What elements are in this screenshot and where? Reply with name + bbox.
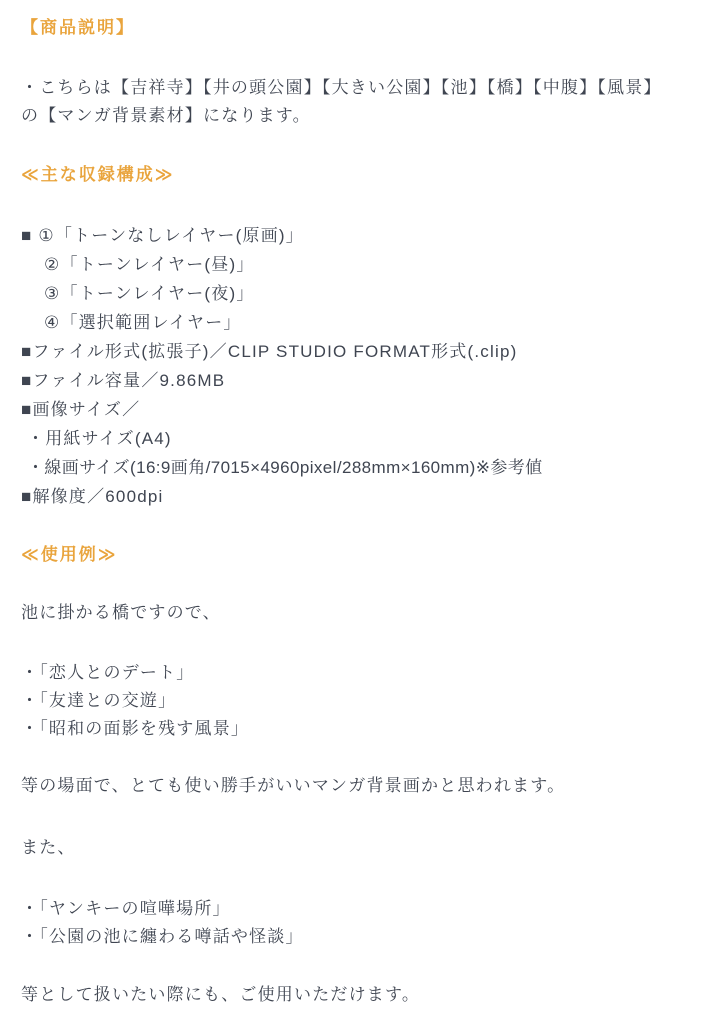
section-composition — [21, 161, 720, 189]
composition-spec-list — [21, 221, 720, 511]
layer-item-2: ②「トーンレイヤー(昼)」 — [44, 255, 255, 274]
usage-also-paragraph — [21, 834, 720, 862]
composition-title: ≪主な収録構成≫ — [21, 165, 175, 184]
layer-item-3: ③「トーンレイヤー(夜)」 — [44, 284, 255, 303]
file-size-spec: ■ファイル容量／9.86MB — [21, 371, 226, 390]
intro-line-2: の【マンガ背景素材】になります。 — [21, 106, 311, 125]
usage-scene-3: ・「昭和の面影を残す風景」 — [21, 719, 250, 738]
lineart-size-spec: ・線画サイズ(16:9画角/7015×4960pixel/288mm×160mm)※参考値 — [27, 458, 543, 477]
usage-alt-summary: 等として扱いたい際にも、ご使用いただけます。 — [21, 985, 421, 1004]
usage-title: ≪使用例≫ — [21, 545, 118, 564]
usage-scene-1: ・「恋人とのデート」 — [21, 663, 195, 682]
usage-also: また、 — [21, 838, 76, 857]
section-usage-examples — [21, 541, 720, 569]
file-format-spec: ■ファイル形式(拡張子)／CLIP STUDIO FORMAT形式(.clip) — [21, 342, 518, 361]
usage-summary-paragraph — [21, 772, 720, 800]
product-description-title: 【商品説明】 — [21, 18, 135, 37]
usage-alt-summary-paragraph — [21, 981, 720, 1009]
paper-size-spec: ・用紙サイズ(A4) — [27, 429, 172, 448]
intro-line-1: ・こちらは【吉祥寺】【井の頭公園】【大きい公園】【池】【橋】【中腹】【風景】 — [21, 78, 662, 97]
layer-item-4: ④「選択範囲レイヤー」 — [44, 313, 242, 332]
usage-alt-scene-1: ・「ヤンキーの喧嘩場所」 — [21, 899, 231, 918]
usage-scene-list — [21, 659, 720, 743]
usage-alt-scene-2: ・「公園の池に纏わる噂話や怪談」 — [21, 927, 304, 946]
usage-summary: 等の場面で、とても使い勝手がいいマンガ背景画かと思われます。 — [21, 776, 566, 795]
usage-alt-scene-list — [21, 895, 720, 951]
usage-intro: 池に掛かる橋ですので、 — [21, 603, 221, 622]
layer-item-1: ■ ①「トーンなしレイヤー(原画)」 — [21, 226, 304, 245]
image-size-label: ■画像サイズ／ — [21, 400, 141, 419]
section-product-description — [21, 14, 720, 42]
usage-scene-2: ・「友達との交遊」 — [21, 691, 177, 710]
usage-intro-paragraph — [21, 599, 720, 627]
resolution-spec: ■解像度／600dpi — [21, 487, 164, 506]
intro-paragraph — [21, 74, 720, 130]
